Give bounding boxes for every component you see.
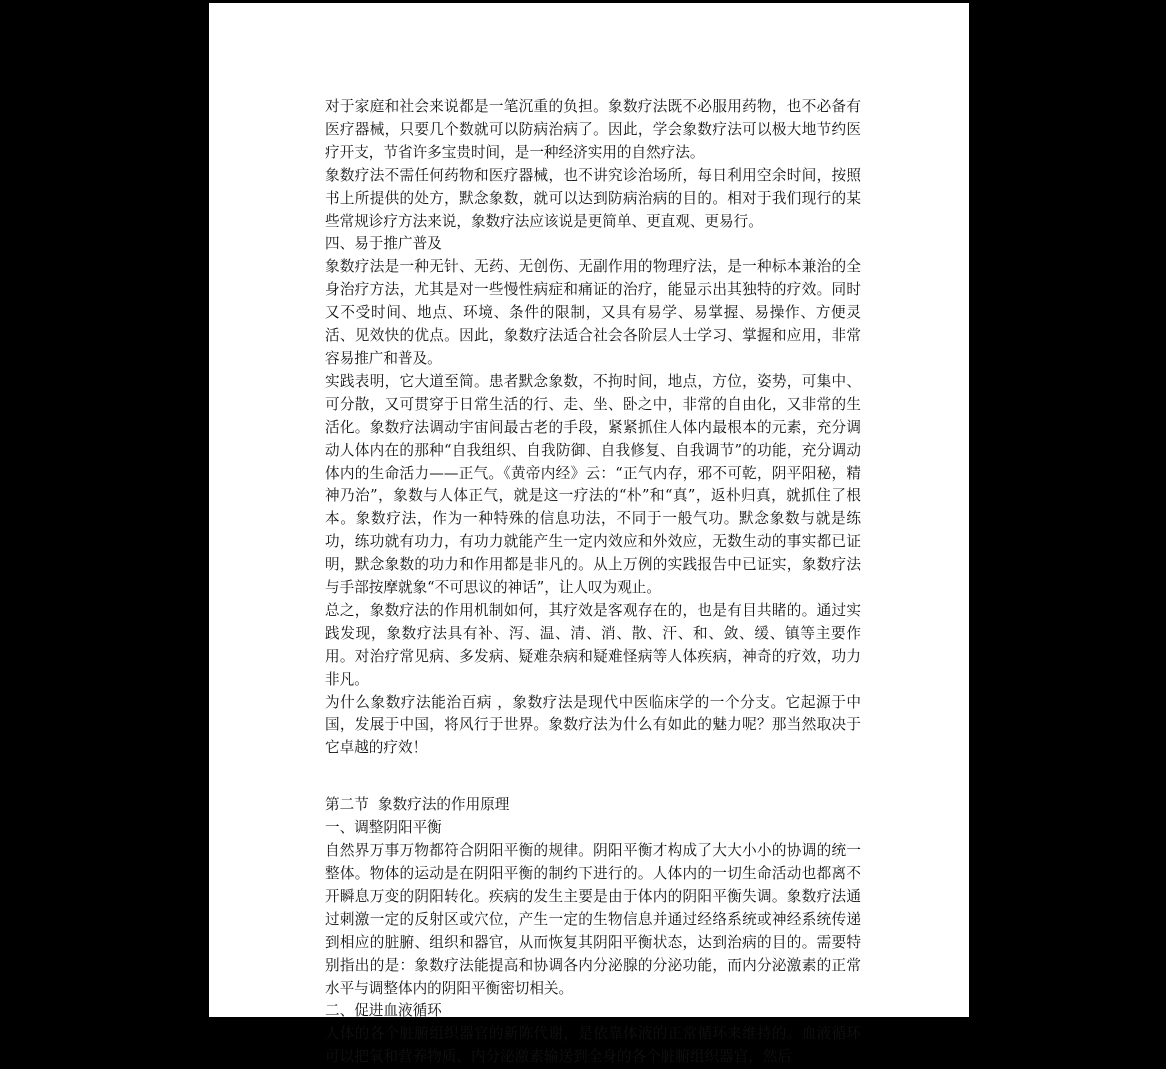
paragraph-cost: 对于家庭和社会来说都是一笔沉重的负担。象数疗法既不必服用药物，也不必备有医疗器械，只要几个数就可以防病治病了。因此，学会象数疗法可以极大地节约医疗开支，节省许多宝贵时间，是一种经济实用的自然疗法。	[325, 98, 861, 161]
subheading-circulation: 二、促进血液循环	[325, 1002, 442, 1020]
paragraph-summary: 总之，象数疗法的作用机制如何，其疗效是客观存在的，也是有目共睹的。通过实践发现，象数疗法具有补、泻、温、清、消、散、汗、和、敛、缓、镇等主要作用。对治疗常见病、多发病、疑难杂病和疑难怪病等人体疾病，神奇的疗效，功力非凡。	[325, 601, 861, 688]
subheading-yin-yang: 一、调整阴阳平衡	[325, 819, 442, 837]
section-heading: 第二节 象数疗法的作用原理	[325, 796, 510, 814]
paragraph-practice: 实践表明，它大道至简。患者默念象数，不拘时间，地点，方位，姿势，可集中、可分散，又可贯穿于日常生活的行、走、坐、卧之中，非常的自由化，又非常的生活化。象数疗法调动宇宙间最古老的手段，紧紧抓住人体内最根本的元素，充分调动人体内在的那种“自我组织、自我防御、自我修复、自我调节”的功能，充分调动体内的生命活力——正气。《黄帝内经》云：“正气内存，邪不可乾，阴平阳秘，精神乃治”，象数与人体正气，就是这一疗法的“朴”和“真”，返朴归真，就抓住了根本。象数疗法，作为一种特殊的信息功法，不同于一般气功。默念象数与就是练功，练功就有功力，有功力就能产生一定内效应和外效应，无数生动的事实都已证明，默念象数的功力和作用都是非凡的。从上万例的实践报告中已证实，象数疗法与手部按摩就象“不可思议的神话”，让人叹为观止。	[325, 372, 861, 597]
paragraph-circulation: 人体的各个脏腑组织器官的新陈代谢，是依靠体液的正常循环来维持的。血液循环可以把氧和营养物质、内分泌激素输送到全身的各个脏腑组织器官，然后	[325, 1025, 861, 1066]
paragraph-yin-yang: 自然界万事万物都符合阴阳平衡的规律。阴阳平衡才构成了大大小小的协调的统一整体。物体的运动是在阴阳平衡的制约下进行的。人体内的一切生命活动也都离不开瞬息万变的阴阳转化。疾病的发生主要是由于体内的阴阳平衡失调。象数疗法通过刺激一定的反射区或穴位，产生一定的生物信息并通过经络系统或神经系统传递到相应的脏腑、组织和器官，从而恢复其阴阳平衡状态，达到治病的目的。需要特别指出的是：象数疗法能提高和协调各内分泌腺的分泌功能，而内分泌激素的正常水平与调整体内的阴阳平衡密切相关。	[325, 842, 861, 997]
paragraph-physical-therapy: 象数疗法是一种无针、无药、无创伤、无副作用的物理疗法，是一种标本兼治的全身治疗方法，尤其是对一些慢性病症和痛证的治疗，能显示出其独特的疗效。同时又不受时间、地点、环境、条件的限制，又具有易学、易掌握、易操作、方便灵活、见效快的优点。因此，象数疗法适合社会各阶层人士学习、掌握和应用，非常容易推广和普及。	[325, 258, 861, 367]
paragraph-simplicity: 象数疗法不需任何药物和医疗器械，也不讲究诊治场所，每日利用空余时间，按照书上所提供的处方，默念象数，就可以达到防病治病的目的。相对于我们现行的某些常规诊疗方法来说，象数疗法应该说是更简单、更直观、更易行。	[325, 166, 861, 230]
document-page	[209, 3, 969, 1066]
subheading-popularize: 四、易于推广普及	[325, 235, 442, 253]
paragraph-why: 为什么象数疗法能治百病 ，象数疗法是现代中医临床学的一个分支。它起源于中国，发展于中国，将风行于世界。象数疗法为什么有如此的魅力呢？那当然取决于它卓越的疗效！	[325, 693, 861, 757]
blank-line	[325, 760, 861, 794]
page-body	[325, 96, 861, 1069]
